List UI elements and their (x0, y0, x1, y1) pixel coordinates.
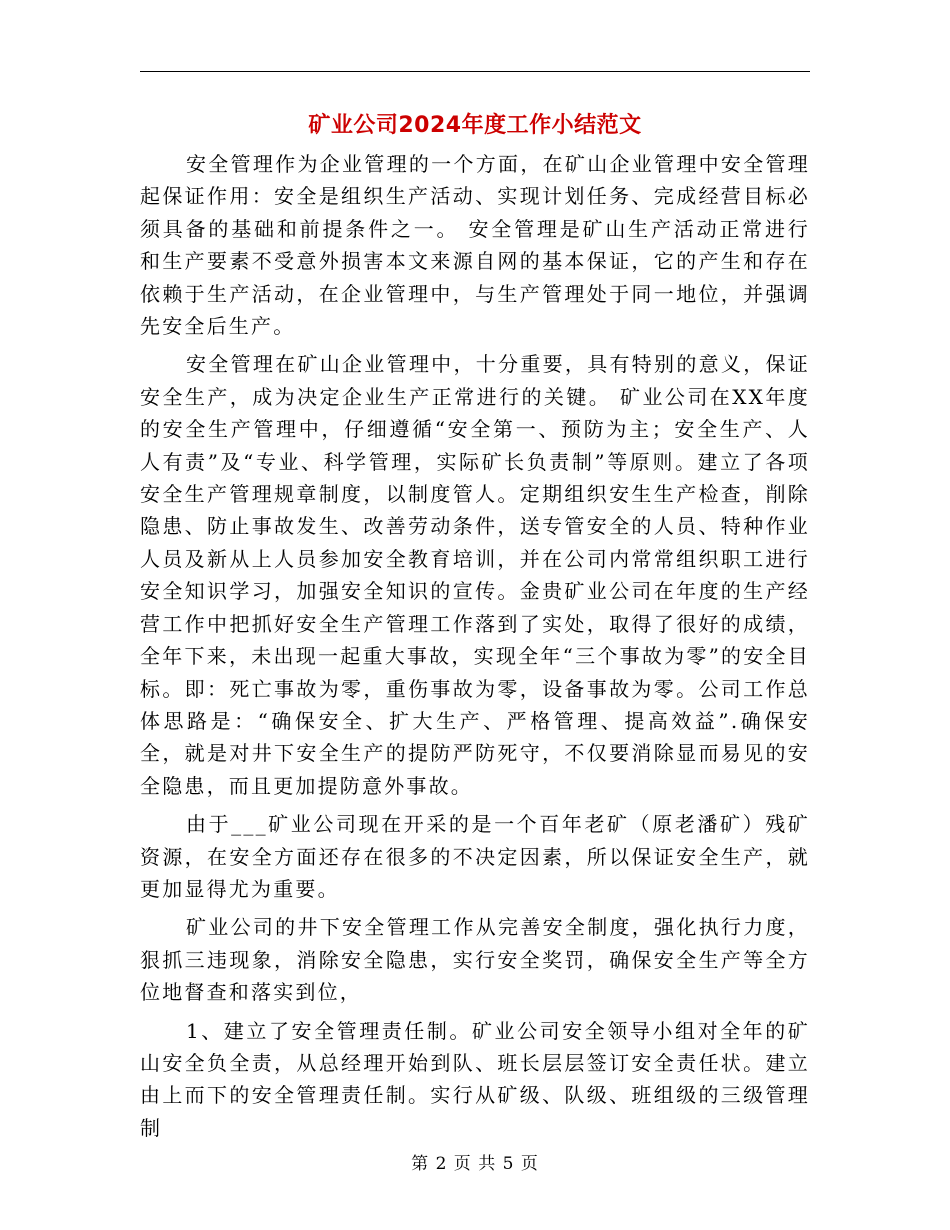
paragraph-1: 安全管理作为企业管理的一个方面，在矿山企业管理中安全管理起保证作用：安全是组织生产活动、实现计划任务、完成经营目标必须具备的基础和前提条件之一。 安全管理是矿山生产活动正常进行和生产要素不受意外损害本文来源自网的基本保证，它的产生和存在依赖于生产活动，在企业管理中，与生产管理处于同一地位，并强调先安全后生产。 (140, 152, 810, 339)
paragraph-4: 矿业公司的井下安全管理工作从完善安全制度，强化执行力度，狠抓三违现象，消除安全隐患，实行安全奖罚，确保安全生产等全方位地督查和落实到位， (140, 915, 810, 1005)
paragraph-3: 由于___矿业公司现在开采的是一个百年老矿（原老潘矿）残矿资源，在安全方面还存在很多的不决定因素，所以保证安全生产，就更加显得尤为重要。 (140, 812, 810, 901)
document-title: 矿业公司2024年度工作小结范文 (308, 113, 642, 138)
header-rule (140, 71, 810, 72)
page-number-footer: 第 2 页 共 5 页 (411, 1154, 539, 1174)
paragraph-5: 1、建立了安全管理责任制。矿业公司安全领导小组对全年的矿山安全负全责，从总经理开始到队、班长层层签订安全责任状。建立由上而下的安全管理责任制。实行从矿级、队级、班组级的三级管理制 (140, 1018, 810, 1140)
paragraph-2: 安全管理在矿山企业管理中，十分重要，具有特别的意义，保证安全生产，成为决定企业生产正常进行的关键。 矿业公司在XX年度的安全生产管理中，仔细遵循“安全第一、预防为主；安全生产、人人有责”及“专业、科学管理，实际矿长负责制”等原则。建立了各项安全生产管理规章制度，以制度管人。定期组织安生生产检查，削除隐患、防止事故发生、改善劳动条件，送专管安全的人员、特种作业人员及新从上人员参加安全教育培训，并在公司内常常组织职工进行安全知识学习，加强安全知识的宣传。金贵矿业公司在年度的生产经营工作中把抓好安全生产管理工作落到了实处，取得了很好的成绩，全年下来，未出现一起重大事故，实现全年“三个事故为零”的安全目标。即：死亡事故为零，重伤事故为零，设备事故为零。公司工作总体思路是：“确保安全、扩大生产、严格管理、提高效益”.确保安全，就是对井下安全生产的提防严防死守，不仅要消除显而易见的安全隐患，而且更加提防意外事故。 (140, 352, 810, 798)
document-body (140, 148, 810, 1150)
